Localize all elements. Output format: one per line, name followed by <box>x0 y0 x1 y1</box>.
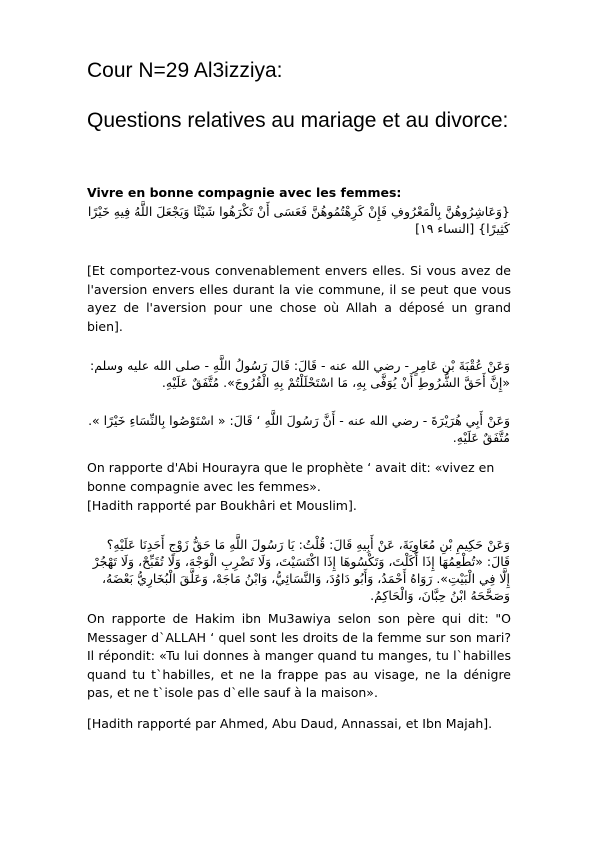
hadith1-arabic: وَعَنْ عُقْبَةَ بْنِ عَامِرٍ - رضي الله عنه - قَالَ: قَالَ رَسُولُ اللَّهِ - صلى الله عليه وسلم: «إِنَّ أَحَقَّ الشُّرُوطِ أَنْ يُوَفَّى بِهِ، مَا اسْتَحْلَلْتُمْ بِهِ الْفُرُوجَ». مُتَّفَقٌ عَلَيْهِ. <box>90 358 510 390</box>
quran-verse-arabic: {وَعَاشِرُوهُنَّ بِالْمَعْرُوفِ فَإِنْ كَرِهْتُمُوهُنَّ فَعَسَى أَنْ تَكْرَهُوا شَيْئًا وَيَجْعَلَ اللَّهُ فِيهِ خَيْرًا كَثِيرًا} [النساء ١٩] <box>87 204 510 236</box>
hadith2-translation-line2: bonne compagnie avec les femmes». <box>87 479 321 494</box>
section-heading: Vivre en bonne compagnie avec les femmes: <box>87 185 402 200</box>
hadith3-translation: On rapporte de Hakim ibn Mu3awiya selon son père qui dit: "O Messager d`ALLAH ‘ quel sont les droits de la femme sur son mari? Il répondit: «Tu lui donnes à manger quand tu manges, tu l`habilles quand tu t`habilles, et ne la frappe pas au visage, ne la dénigre pas, et ne t`isole pas d`elle sauf à la maison». <box>87 611 511 701</box>
hadith2-translation-line1: On rapporte d'Abi Hourayra que le prophète ‘ avait dit: «vivez en <box>87 460 495 475</box>
hadith2-arabic: وَعَنْ أَبِي هُرَيْرَةَ - رضي الله عنه - أَنَّ رَسُولَ اللَّهِ ‘ قَالَ: « اسْتَوْصُوا بِالنِّسَاءِ خَيْرًا ». مُتَّفَقٌ عَلَيْهِ. <box>88 413 510 445</box>
hadith3-reference: [Hadith rapporté par Ahmed, Abu Daud, Annassai, et Ibn Majah]. <box>87 716 493 731</box>
course-title: Cour N=29 Al3izziya: <box>87 59 283 82</box>
hadith2-reference: [Hadith rapporté par Boukhâri et Mouslim]. <box>87 498 357 513</box>
hadith3-arabic: وَعَنْ حَكِيمِ بْنِ مُعَاوِيَةَ، عَنْ أَبِيهِ قَالَ: قُلْتُ: يَا رَسُولَ اللَّهِ مَا حَقُّ زَوْجِ أَحَدِنَا عَلَيْهِ؟ قَالَ: «تُطْعِمُهَا إِذَا أَكَلْتَ، وَتَكْسُوهَا إِذَا اكْتَسَيْتَ، وَلَا تَضْرِبِ الْوَجْهَ، وَلَا تُقَبِّحْ، وَلَا تَهْجُرْ إِلَّا فِي الْبَيْتِ». رَوَاهُ أَحْمَدُ، وَأَبُو دَاوُدَ، وَالنَّسَائِيُّ، وَابْنُ مَاجَهْ، وَعَلَّقَ الْبُخَارِيُّ بَعْضَهُ، وَصَحَّحَهُ ابْنُ حِبَّانَ، وَالْحَاكِمُ. <box>92 537 510 603</box>
page-title: Questions relatives au mariage et au divorce: <box>87 109 509 132</box>
quran-verse-translation: [Et comportez-vous convenablement envers elles. Si vous avez de l'aversion envers elles durant la vie commune, il se peut que vous ayez de l'aversion pour une chose où Allah a déposé un grand bien]. <box>87 263 511 334</box>
